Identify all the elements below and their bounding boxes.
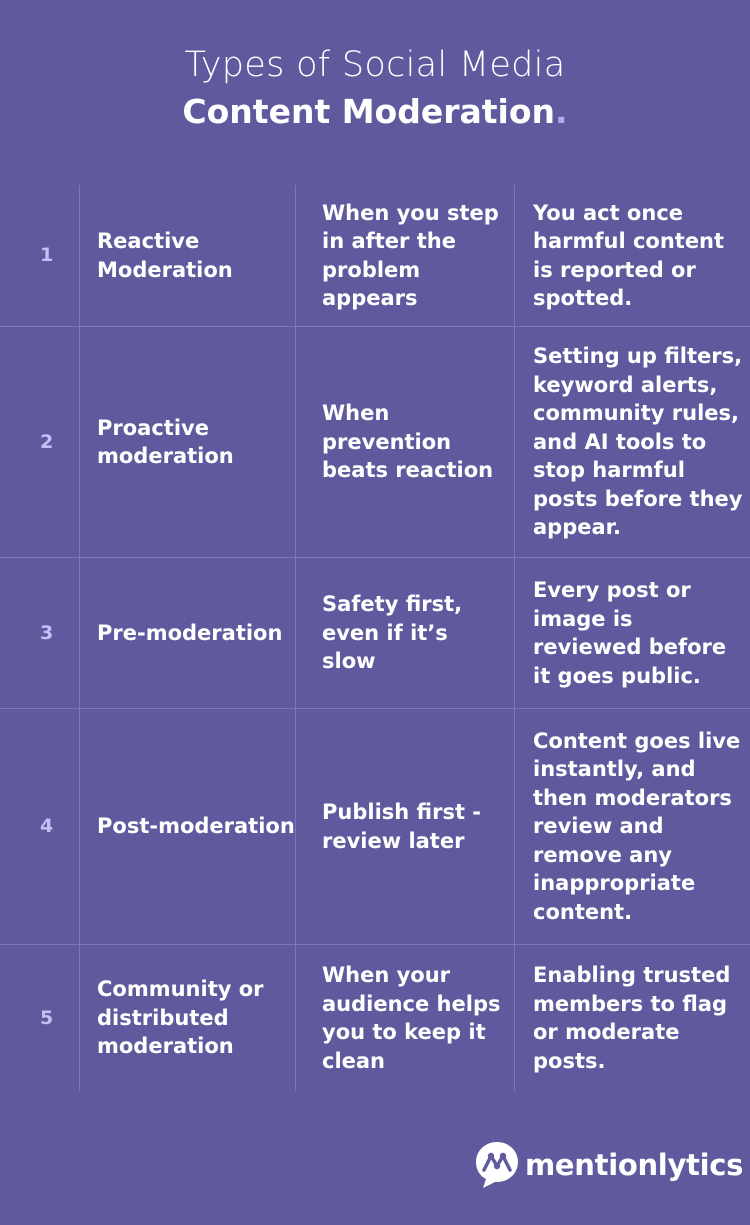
- title-line-1: Types of Social Media: [184, 45, 566, 85]
- moderation-description: You act once harmful content is reported or spotted.: [533, 200, 725, 310]
- moderation-summary: When your audience helps you to keep it clean: [322, 963, 501, 1073]
- brand-logo: [474, 1140, 743, 1190]
- moderation-summary: When prevention beats reaction: [322, 401, 494, 483]
- row-number: 3: [40, 621, 54, 644]
- row-number: 4: [40, 815, 54, 838]
- table-row: [0, 558, 750, 709]
- moderation-type-name: Pre-moderation: [97, 620, 283, 645]
- title-main: Content Moderation: [182, 92, 556, 131]
- table-row: [0, 709, 750, 945]
- moderation-type-name: Community or distributed moderation: [97, 977, 264, 1059]
- mentionlytics-logo-icon: [474, 1140, 520, 1190]
- moderation-summary: Safety first, even if it’s slow: [322, 592, 463, 674]
- title-line-2: [0, 90, 750, 134]
- brand-name: mentionlytics: [525, 1148, 744, 1182]
- moderation-types-table: [0, 185, 750, 1091]
- moderation-description: Enabling trusted members to flag or moderate posts.: [533, 963, 731, 1073]
- moderation-description: Setting up filters, keyword alerts, community rules, and AI tools to stop harmful posts before they appear.: [533, 344, 743, 540]
- title-accent-dot: .: [555, 92, 568, 131]
- moderation-description: Every post or image is reviewed before it goes public.: [533, 578, 727, 688]
- page-title: [0, 40, 750, 134]
- moderation-type-name: Post-moderation: [97, 814, 295, 839]
- moderation-description: Content goes live instantly, and then moderators review and remove any inappropriate content.: [533, 728, 741, 924]
- moderation-summary: When you step in after the problem appears: [322, 200, 499, 310]
- moderation-type-name: Reactive Moderation: [97, 229, 233, 282]
- row-number: 2: [40, 430, 54, 453]
- moderation-type-name: Proactive moderation: [97, 415, 234, 468]
- table-row: [0, 185, 750, 327]
- moderation-summary: Publish first - review later: [322, 800, 482, 853]
- row-number: 5: [40, 1006, 54, 1029]
- row-number: 1: [40, 244, 54, 267]
- table-row: [0, 945, 750, 1091]
- table-row: [0, 327, 750, 558]
